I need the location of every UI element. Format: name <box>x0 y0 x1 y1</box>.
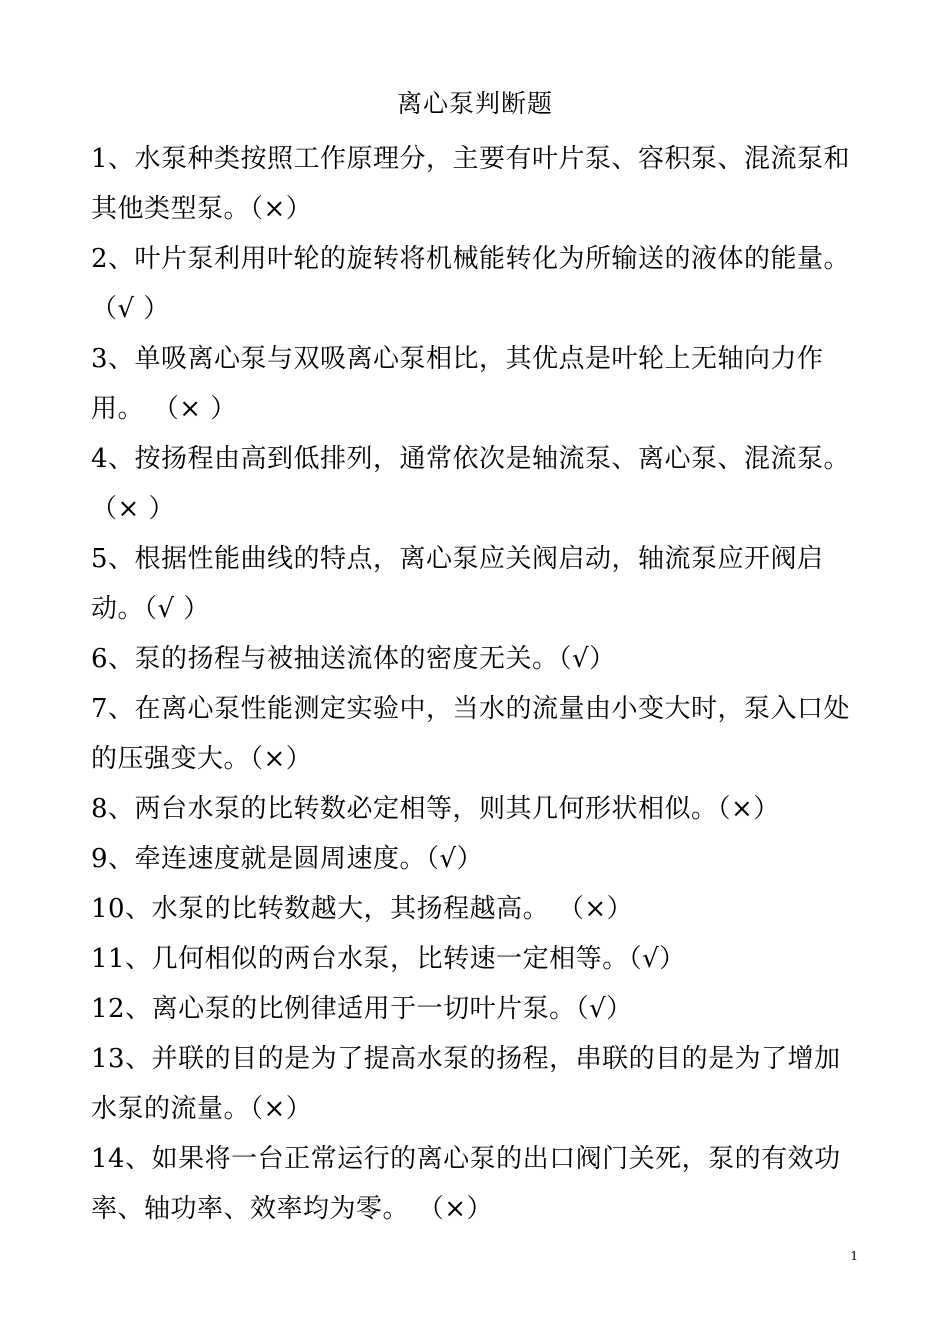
question-item-3: 3、单吸离心泵与双吸离心泵相比，其优点是叶轮上无轴向力作用。 （× ） <box>91 344 824 424</box>
page-number: 1 <box>850 1249 858 1263</box>
page-title: 离心泵判断题 <box>396 89 553 118</box>
question-item-11: 11、几何相似的两台水泵，比转速一定相等。（√） <box>91 944 686 974</box>
question-item-13: 13、并联的目的是为了提高水泵的扬程，串联的目的是为了增加水泵的流量。（×） <box>91 1044 841 1124</box>
question-item-10: 10、水泵的比转数越大，其扬程越高。 （×） <box>91 894 634 924</box>
question-item-5: 5、根据性能曲线的特点，离心泵应关阀启动，轴流泵应开阀启动。（√ ） <box>91 544 824 624</box>
question-item-9: 9、牵连速度就是圆周速度。（√） <box>91 844 484 874</box>
question-item-2: 2、叶片泵利用叶轮的旋转将机械能转化为所输送的液体的能量。（√ ） <box>91 244 851 324</box>
question-item-6: 6、泵的扬程与被抽送流体的密度无关。（√） <box>91 644 616 674</box>
question-item-7: 7、在离心泵性能测定实验中，当水的流量由小变大时，泵入口处的压强变大。（×） <box>91 694 851 774</box>
question-item-8: 8、两台水泵的比转数必定相等，则其几何形状相似。（×） <box>91 794 780 824</box>
question-item-4: 4、按扬程由高到低排列，通常依次是轴流泵、离心泵、混流泵。（× ） <box>91 444 851 524</box>
question-item-1: 1、水泵种类按照工作原理分，主要有叶片泵、容积泵、混流泵和其他类型泵。（×） <box>91 144 851 224</box>
question-item-12: 12、离心泵的比例律适用于一切叶片泵。（√） <box>91 994 633 1024</box>
question-item-14: 14、如果将一台正常运行的离心泵的出口阀门关死，泵的有效功率、轴功率、效率均为零。 （×） <box>91 1144 841 1224</box>
question-list <box>91 134 861 1234</box>
